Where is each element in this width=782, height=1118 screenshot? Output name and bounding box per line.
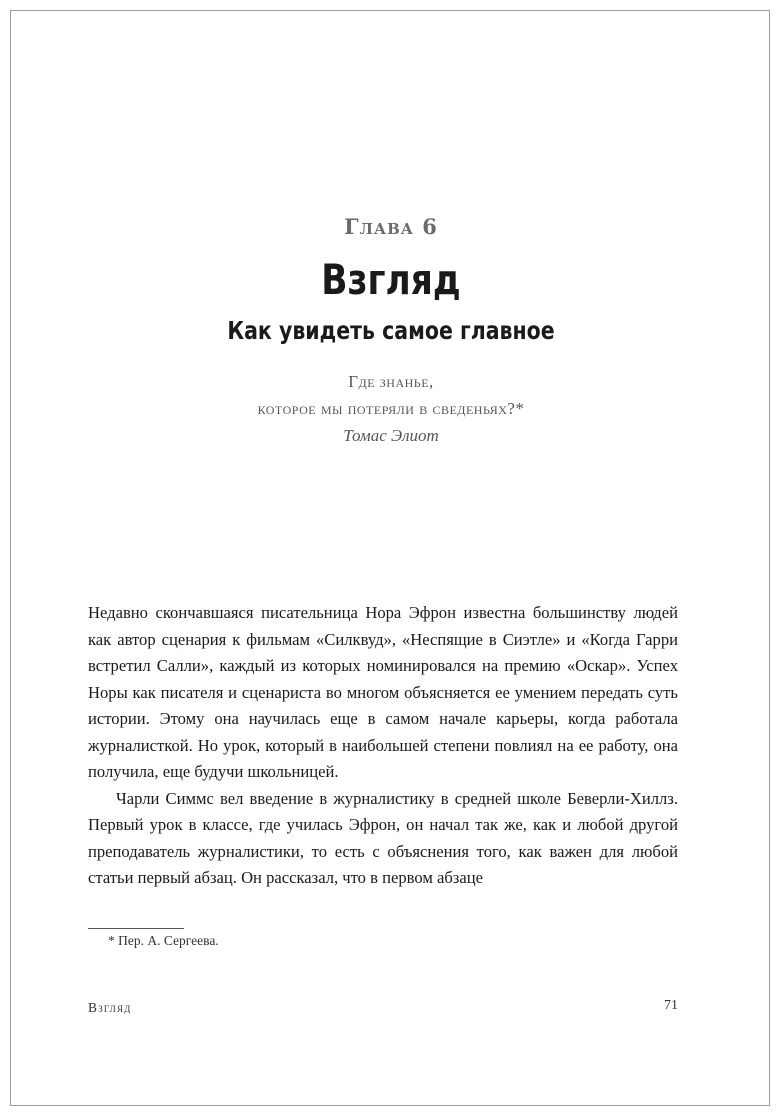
- body-paragraph-1: Недавно скончавшаяся писательница Нора Эфрон известна большинству людей как автор сценария к фильмам «Силквуд», «Неспящие в Сиэтле» и «Когда Гарри встретил Салли», каждый из которых номинировался на премию «Оскар». Успех Норы как писателя и сценариста во многом объясняется ее умением передать суть истории. Этому она научилась еще в самом начале карьеры, когда работала журналисткой. Но урок, который в наибольшей степени повлиял на ее работу, она получила, еще будучи школьницей.: [88, 603, 678, 781]
- chapter-label: Глава 6: [344, 214, 438, 239]
- page-number: 71: [664, 998, 678, 1013]
- body-paragraph-2: Чарли Симмс вел введение в журналистику в средней школе Беверли-Хиллз. Первый урок в классе, где училась Эфрон, он начал так же, как и любой другой преподаватель журналистики, то есть с объяснения того, как важен для любой статьи первый абзац. Он рассказал, что в первом абзаце: [88, 788, 678, 887]
- epigraph-author: Томас Элиот: [343, 426, 439, 445]
- footnote: * Пер. А. Сергеева.: [108, 933, 219, 948]
- epigraph-line-2: которое мы потеряли в сведеньях?*: [257, 399, 525, 418]
- epigraph: [0, 368, 782, 449]
- footnote-rule: [88, 928, 184, 929]
- body-text: [88, 600, 678, 892]
- running-head: Взгляд: [88, 1000, 132, 1015]
- epigraph-line-1: Где знанье,: [348, 372, 434, 391]
- chapter-subtitle: Как увидеть самое главное: [227, 316, 555, 345]
- chapter-title: Взгляд: [321, 255, 461, 304]
